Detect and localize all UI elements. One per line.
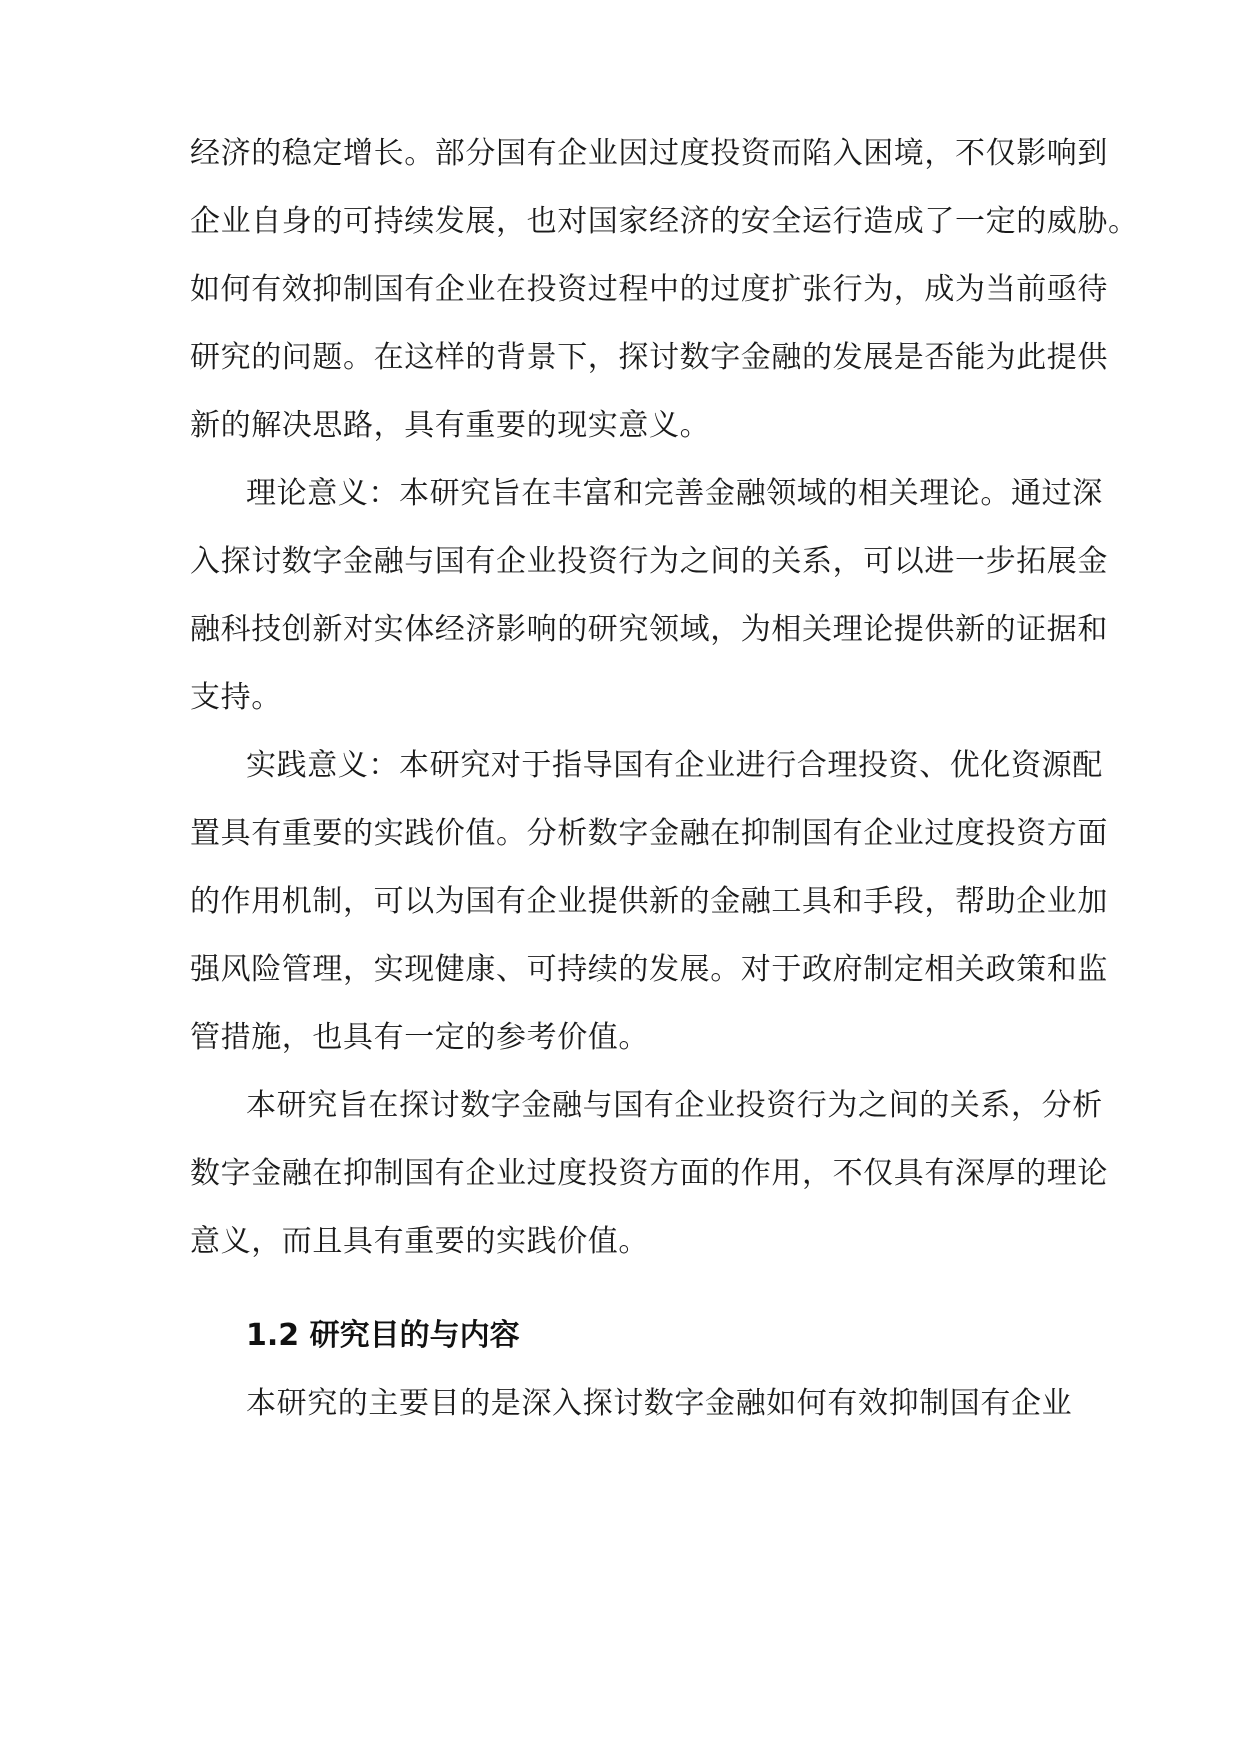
- text-line: 数字金融在抑制国有企业过度投资方面的作用，不仅具有深厚的理论: [190, 1156, 1108, 1191]
- text-line: 的作用机制，可以为国有企业提供新的金融工具和手段，帮助企业加: [190, 884, 1108, 919]
- text-line: 置具有重要的实践价值。分析数字金融在抑制国有企业过度投资方面: [190, 816, 1108, 851]
- text-line: 意义，而且具有重要的实践价值。: [190, 1224, 649, 1259]
- text-line: 经济的稳定增长。部分国有企业因过度投资而陷入困境，不仅影响到: [190, 136, 1108, 171]
- text-line: 管措施，也具有一定的参考价值。: [190, 1020, 649, 1055]
- text-line: 企业自身的可持续发展，也对国家经济的安全运行造成了一定的威胁。: [190, 204, 1139, 239]
- text-line: 支持。: [190, 680, 282, 715]
- text-line: 本研究旨在探讨数字金融与国有企业投资行为之间的关系，分析: [246, 1088, 1103, 1123]
- text-line: 实践意义：本研究对于指导国有企业进行合理投资、优化资源配: [246, 748, 1103, 783]
- text-line: 融科技创新对实体经济影响的研究领域，为相关理论提供新的证据和: [190, 612, 1108, 647]
- text-line: 新的解决思路，具有重要的现实意义。: [190, 408, 711, 443]
- text-line: 研究的问题。在这样的背景下，探讨数字金融的发展是否能为此提供: [190, 340, 1108, 375]
- section-heading: 1.2 研究目的与内容: [246, 1318, 520, 1353]
- text-line: 本研究的主要目的是深入探讨数字金融如何有效抑制国有企业: [246, 1386, 1073, 1421]
- text-line: 如何有效抑制国有企业在投资过程中的过度扩张行为，成为当前亟待: [190, 272, 1108, 307]
- text-line: 理论意义：本研究旨在丰富和完善金融领域的相关理论。通过深: [246, 476, 1103, 511]
- text-line: 强风险管理，实现健康、可持续的发展。对于政府制定相关政策和监: [190, 952, 1108, 987]
- text-line: 入探讨数字金融与国有企业投资行为之间的关系，可以进一步拓展金: [190, 544, 1108, 579]
